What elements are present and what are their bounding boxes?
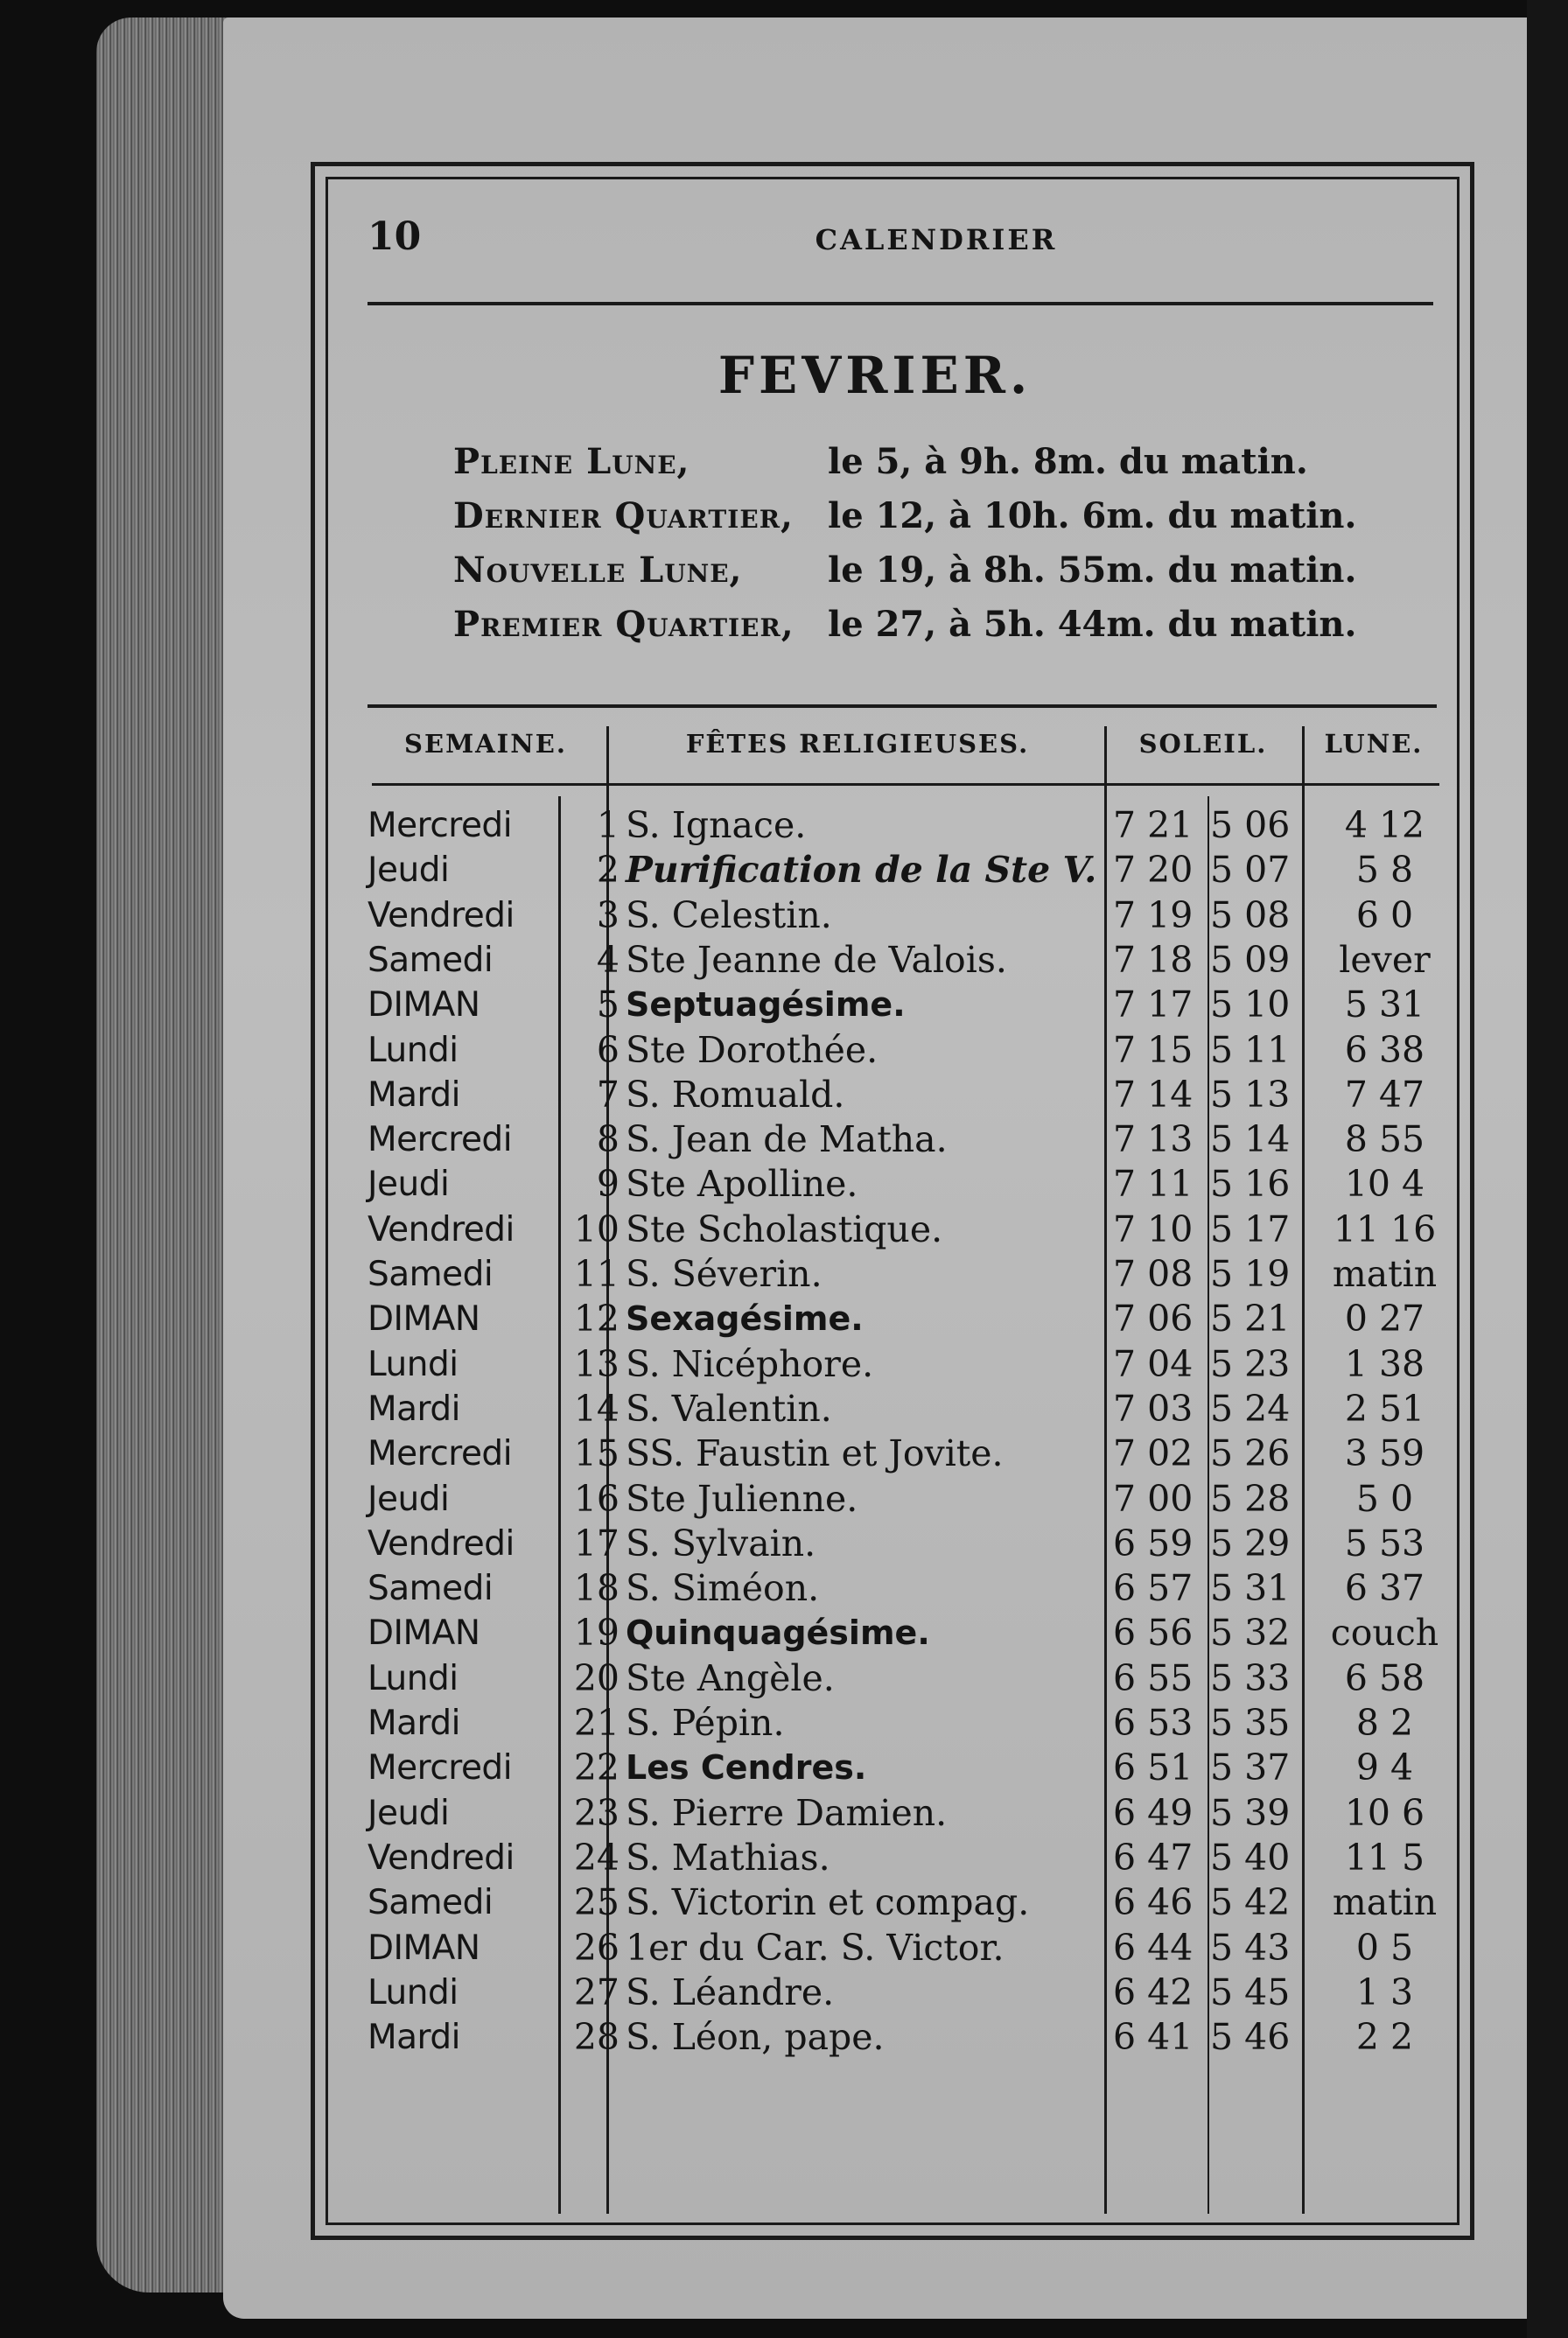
weekday-cell: Lundi xyxy=(368,1030,458,1070)
date-number-cell: 21 xyxy=(573,1702,620,1744)
date-number-cell: 5 xyxy=(596,984,620,1026)
moon-cell: 2 2 xyxy=(1355,2016,1414,2059)
weekday-cell: Mercredi xyxy=(368,1748,513,1788)
calendar-row xyxy=(368,803,1452,848)
calendar-row xyxy=(368,1791,1452,1836)
date-number-cell: 10 xyxy=(573,1208,620,1250)
sunrise-cell: 7 03 xyxy=(1113,1387,1194,1430)
date-number-cell: 2 xyxy=(596,849,620,892)
date-number-cell: 4 xyxy=(596,938,620,981)
feast-cell: S. Léandre. xyxy=(626,1970,835,2013)
weekday-cell: Vendredi xyxy=(368,1209,514,1250)
sunrise-cell: 7 21 xyxy=(1113,804,1194,846)
calendar-row xyxy=(368,1880,1452,1925)
sunset-cell: 5 32 xyxy=(1210,1612,1291,1655)
date-number-cell: 3 xyxy=(596,893,620,936)
date-number-cell: 15 xyxy=(573,1432,620,1475)
weekday-cell: Samedi xyxy=(368,1883,494,1923)
table-header-rule xyxy=(372,783,1439,786)
moon-cell: 3 59 xyxy=(1344,1432,1425,1475)
weekday-cell: Mercredi xyxy=(368,1120,513,1160)
weekday-cell: Samedi xyxy=(368,1255,494,1294)
date-number-cell: 19 xyxy=(573,1612,620,1655)
sunrise-cell: 7 13 xyxy=(1113,1118,1194,1161)
sunrise-cell: 7 06 xyxy=(1113,1298,1194,1340)
date-number-cell: 11 xyxy=(573,1253,620,1295)
calendar-row xyxy=(368,1566,1452,1611)
feast-cell: Ste Julienne. xyxy=(626,1477,858,1520)
moon-cell: 5 53 xyxy=(1344,1522,1425,1564)
moon-phase-date: le 19, à 8h. 55m. du matin. xyxy=(828,550,1357,591)
sunset-cell: 5 37 xyxy=(1210,1746,1291,1789)
sunrise-cell: 6 47 xyxy=(1113,1836,1194,1879)
sunrise-cell: 6 57 xyxy=(1113,1567,1194,1610)
moon-cell: 8 2 xyxy=(1355,1702,1414,1744)
date-number-cell: 6 xyxy=(596,1028,620,1071)
moon-cell: 10 4 xyxy=(1344,1163,1425,1206)
weekday-cell: Jeudi xyxy=(368,1793,450,1833)
sunrise-cell: 7 00 xyxy=(1113,1477,1194,1520)
sunset-cell: 5 16 xyxy=(1210,1163,1291,1206)
sunset-cell: 5 14 xyxy=(1210,1118,1291,1161)
feast-cell: S. Valentin. xyxy=(626,1387,832,1430)
col-header-fetes: FÊTES RELIGIEUSES. xyxy=(685,729,1030,759)
date-number-cell: 24 xyxy=(573,1836,620,1879)
moon-cell: matin xyxy=(1332,1253,1438,1295)
calendar-row xyxy=(368,1746,1452,1790)
date-number-cell: 13 xyxy=(573,1342,620,1385)
calendar-row xyxy=(368,2015,1452,2060)
feast-cell: S. Jean de Matha. xyxy=(626,1118,948,1161)
weekday-cell: Mardi xyxy=(368,1389,460,1429)
sunrise-cell: 6 49 xyxy=(1113,1791,1194,1834)
calendar-row xyxy=(368,938,1452,983)
sunset-cell: 5 35 xyxy=(1210,1702,1291,1744)
sunset-cell: 5 09 xyxy=(1210,938,1291,981)
sunset-cell: 5 21 xyxy=(1210,1298,1291,1340)
weekday-cell: Vendredi xyxy=(368,895,514,935)
calendar-row xyxy=(368,1522,1452,1566)
sunset-cell: 5 45 xyxy=(1210,1970,1291,2013)
calendar-row xyxy=(368,848,1452,892)
sunrise-cell: 7 10 xyxy=(1113,1208,1194,1250)
calendar-row xyxy=(368,1342,1452,1387)
date-number-cell: 14 xyxy=(573,1387,620,1430)
sunrise-cell: 7 04 xyxy=(1113,1342,1194,1385)
weekday-cell: Samedi xyxy=(368,940,494,980)
weekday-cell: DIMAN xyxy=(368,1299,480,1340)
feast-cell: Ste Angèle. xyxy=(626,1656,835,1699)
header-rule xyxy=(368,302,1433,305)
feast-cell: Ste Dorothée. xyxy=(626,1028,878,1071)
moon-cell: 7 47 xyxy=(1344,1073,1425,1116)
moon-cell: 1 3 xyxy=(1355,1970,1414,2013)
weekday-cell: DIMAN xyxy=(368,1928,480,1968)
sunset-cell: 5 23 xyxy=(1210,1342,1291,1385)
sunrise-cell: 7 11 xyxy=(1113,1163,1194,1206)
feast-cell: Septuagésime. xyxy=(626,985,906,1025)
sunset-cell: 5 29 xyxy=(1210,1522,1291,1564)
sunrise-cell: 6 44 xyxy=(1113,1926,1194,1969)
sunrise-cell: 6 59 xyxy=(1113,1522,1194,1564)
moon-phase-date: le 27, à 5h. 44m. du matin. xyxy=(828,604,1357,645)
feast-cell: S. Ignace. xyxy=(626,804,807,846)
calendar-row xyxy=(368,1477,1452,1522)
moon-cell: 11 16 xyxy=(1333,1208,1437,1250)
sunset-cell: 5 17 xyxy=(1210,1208,1291,1250)
feast-cell: S. Sylvain. xyxy=(626,1522,816,1564)
moon-cell: 4 12 xyxy=(1344,804,1425,846)
moon-cell: 1 38 xyxy=(1344,1342,1425,1385)
weekday-cell: Vendredi xyxy=(368,1523,514,1564)
calendar-row xyxy=(368,1073,1452,1117)
sunrise-cell: 7 18 xyxy=(1113,938,1194,981)
moon-phase-name: Pleine Lune, xyxy=(453,441,690,482)
feast-cell: Ste Scholastique. xyxy=(626,1208,943,1250)
moon-phase-date: le 5, à 9h. 8m. du matin. xyxy=(828,441,1308,482)
feast-cell: SS. Faustin et Jovite. xyxy=(626,1432,1004,1475)
weekday-cell: Jeudi xyxy=(368,850,450,891)
moon-cell: 6 0 xyxy=(1355,893,1414,936)
date-number-cell: 23 xyxy=(573,1791,620,1834)
calendar-row xyxy=(368,1252,1452,1297)
calendar-row xyxy=(368,1162,1452,1207)
feast-cell: Les Cendres. xyxy=(626,1748,867,1788)
moon-cell: 11 5 xyxy=(1344,1836,1425,1879)
sunset-cell: 5 43 xyxy=(1210,1926,1291,1969)
date-number-cell: 20 xyxy=(573,1656,620,1699)
date-number-cell: 22 xyxy=(573,1746,620,1789)
feast-cell: S. Léon, pape. xyxy=(626,2016,885,2059)
calendar-row xyxy=(368,1656,1452,1701)
feast-cell: S. Mathias. xyxy=(626,1836,830,1879)
date-number-cell: 16 xyxy=(573,1477,620,1520)
sunset-cell: 5 10 xyxy=(1210,984,1291,1026)
moon-cell: 6 38 xyxy=(1344,1028,1425,1071)
weekday-cell: Lundi xyxy=(368,1658,458,1698)
moon-cell: 10 6 xyxy=(1344,1791,1425,1834)
sunrise-cell: 6 53 xyxy=(1113,1702,1194,1744)
moon-cell: 5 0 xyxy=(1355,1477,1414,1520)
sunrise-cell: 7 19 xyxy=(1113,893,1194,936)
sunset-cell: 5 42 xyxy=(1210,1881,1291,1924)
moon-cell: 0 27 xyxy=(1344,1298,1425,1340)
calendar-row xyxy=(368,1208,1452,1252)
feast-cell: Purification de la Ste V. xyxy=(626,849,1097,892)
sunset-cell: 5 26 xyxy=(1210,1432,1291,1475)
date-number-cell: 26 xyxy=(573,1926,620,1969)
table-top-rule xyxy=(368,704,1437,708)
calendar-row xyxy=(368,1117,1452,1162)
date-number-cell: 9 xyxy=(596,1163,620,1206)
weekday-cell: Samedi xyxy=(368,1569,494,1609)
weekday-cell: Lundi xyxy=(368,1344,458,1384)
month-title: FEVRIER. xyxy=(718,346,1032,405)
sunrise-cell: 6 55 xyxy=(1113,1656,1194,1699)
feast-cell: S. Siméon. xyxy=(626,1567,820,1610)
weekday-cell: Vendredi xyxy=(368,1838,514,1878)
moon-phase-name: Nouvelle Lune, xyxy=(453,550,743,591)
page-number: 10 xyxy=(368,214,422,259)
calendar-row xyxy=(368,1297,1452,1341)
book-gutter xyxy=(1527,0,1568,2338)
date-number-cell: 12 xyxy=(573,1298,620,1340)
weekday-cell: Jeudi xyxy=(368,1165,450,1205)
sunrise-cell: 6 51 xyxy=(1113,1746,1194,1789)
moon-cell: 9 4 xyxy=(1355,1746,1414,1789)
calendar-row xyxy=(368,983,1452,1027)
moon-phase-name: Dernier Quartier, xyxy=(453,495,794,536)
sunrise-cell: 6 42 xyxy=(1113,1970,1194,2013)
feast-cell: Sexagésime. xyxy=(626,1299,864,1339)
calendar-row xyxy=(368,893,1452,938)
date-number-cell: 25 xyxy=(573,1881,620,1924)
sunset-cell: 5 31 xyxy=(1210,1567,1291,1610)
weekday-cell: Mercredi xyxy=(368,1434,513,1474)
calendar-row xyxy=(368,1611,1452,1656)
weekday-cell: DIMAN xyxy=(368,985,480,1026)
sunrise-cell: 7 14 xyxy=(1113,1073,1194,1116)
calendar-row xyxy=(368,1387,1452,1432)
feast-cell: S. Pierre Damien. xyxy=(626,1791,948,1834)
sunrise-cell: 7 20 xyxy=(1113,849,1194,892)
calendar-row xyxy=(368,1432,1452,1476)
feast-cell: Quinquagésime. xyxy=(626,1614,930,1653)
weekday-cell: Lundi xyxy=(368,1972,458,2012)
sunrise-cell: 7 08 xyxy=(1113,1253,1194,1295)
date-number-cell: 8 xyxy=(596,1118,620,1161)
sunset-cell: 5 46 xyxy=(1210,2016,1291,2059)
weekday-cell: Mercredi xyxy=(368,806,513,845)
moon-cell: 0 5 xyxy=(1355,1926,1414,1969)
date-number-cell: 1 xyxy=(596,804,620,846)
sunrise-cell: 6 46 xyxy=(1113,1881,1194,1924)
feast-cell: S. Nicéphore. xyxy=(626,1342,874,1385)
feast-cell: Ste Apolline. xyxy=(626,1163,858,1206)
col-header-soleil: SOLEIL. xyxy=(1138,729,1268,759)
feast-cell: S. Celestin. xyxy=(626,893,832,936)
running-head: CALENDRIER xyxy=(815,223,1058,256)
moon-cell: 8 55 xyxy=(1344,1118,1425,1161)
feast-cell: Ste Jeanne de Valois. xyxy=(626,938,1007,981)
moon-cell: matin xyxy=(1332,1881,1438,1924)
feast-cell: S. Victorin et compag. xyxy=(626,1881,1030,1924)
weekday-cell: DIMAN xyxy=(368,1614,480,1654)
moon-cell: 2 51 xyxy=(1344,1387,1425,1430)
date-number-cell: 17 xyxy=(573,1522,620,1564)
moon-phase-date: le 12, à 10h. 6m. du matin. xyxy=(828,495,1357,536)
sunrise-cell: 7 02 xyxy=(1113,1432,1194,1475)
sunset-cell: 5 33 xyxy=(1210,1656,1291,1699)
date-number-cell: 27 xyxy=(573,1970,620,2013)
moon-cell: couch xyxy=(1330,1612,1439,1655)
sunrise-cell: 6 56 xyxy=(1113,1612,1194,1655)
calendar-row xyxy=(368,1836,1452,1880)
col-header-lune: LUNE. xyxy=(1324,729,1424,759)
sunset-cell: 5 11 xyxy=(1210,1028,1291,1071)
sunset-cell: 5 40 xyxy=(1210,1836,1291,1879)
sunrise-cell: 7 15 xyxy=(1113,1028,1194,1071)
date-number-cell: 7 xyxy=(596,1073,620,1116)
date-number-cell: 18 xyxy=(573,1567,620,1610)
weekday-cell: Jeudi xyxy=(368,1479,450,1519)
moon-phase-name: Premier Quartier, xyxy=(453,604,794,645)
calendar-row xyxy=(368,1926,1452,1970)
calendar-row xyxy=(368,1701,1452,1746)
sunrise-cell: 6 41 xyxy=(1113,2016,1194,2059)
feast-cell: 1er du Car. S. Victor. xyxy=(626,1926,1004,1969)
moon-cell: lever xyxy=(1339,938,1431,981)
moon-cell: 5 31 xyxy=(1344,984,1425,1026)
weekday-cell: Mardi xyxy=(368,2018,460,2058)
weekday-cell: Mardi xyxy=(368,1074,460,1115)
moon-cell: 6 58 xyxy=(1344,1656,1425,1699)
sunset-cell: 5 08 xyxy=(1210,893,1291,936)
sunset-cell: 5 19 xyxy=(1210,1253,1291,1295)
moon-cell: 5 8 xyxy=(1355,849,1414,892)
sunset-cell: 5 39 xyxy=(1210,1791,1291,1834)
date-number-cell: 28 xyxy=(573,2016,620,2059)
sunrise-cell: 7 17 xyxy=(1113,984,1194,1026)
sunset-cell: 5 24 xyxy=(1210,1387,1291,1430)
feast-cell: S. Séverin. xyxy=(626,1253,822,1295)
col-header-semaine: SEMAINE. xyxy=(404,729,567,759)
sunset-cell: 5 06 xyxy=(1210,804,1291,846)
sunset-cell: 5 07 xyxy=(1210,849,1291,892)
calendar-row xyxy=(368,1970,1452,2015)
calendar-row xyxy=(368,1028,1452,1073)
weekday-cell: Mardi xyxy=(368,1704,460,1743)
feast-cell: S. Pépin. xyxy=(626,1702,785,1744)
moon-cell: 6 37 xyxy=(1344,1567,1425,1610)
sunset-cell: 5 13 xyxy=(1210,1073,1291,1116)
feast-cell: S. Romuald. xyxy=(626,1073,845,1116)
sunset-cell: 5 28 xyxy=(1210,1477,1291,1520)
